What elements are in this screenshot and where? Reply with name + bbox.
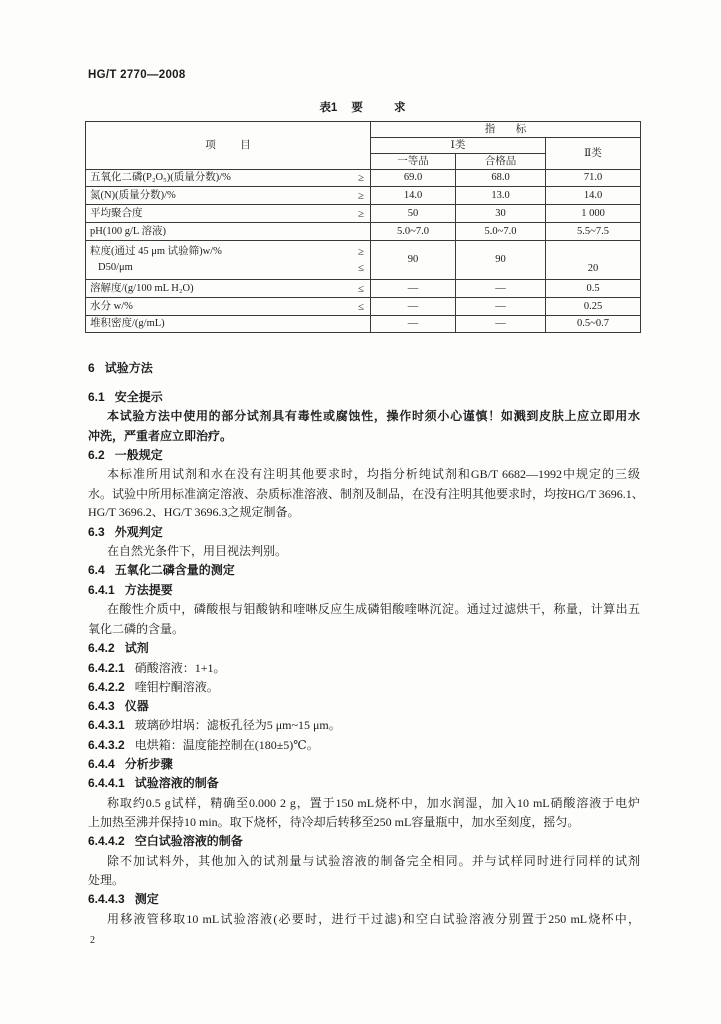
section-number: 6.4.4.2 xyxy=(88,834,125,848)
item-label: 溶解度/(g/100 mL H₂O) xyxy=(90,282,194,294)
table-row xyxy=(86,316,641,333)
section-number: 6.3 xyxy=(88,525,105,539)
value-first-grade: — xyxy=(371,298,456,316)
item-cell xyxy=(86,280,371,298)
value-first-grade: 50 xyxy=(371,205,456,223)
item-number: 6.4.3.2 xyxy=(88,738,125,752)
section-title: 试剂 xyxy=(124,641,149,655)
header-class-1: Ⅰ类 xyxy=(371,138,546,154)
value-class-2: 0.25 xyxy=(546,298,641,316)
section-title: 分析步骤 xyxy=(124,757,173,771)
section-number: 6.2 xyxy=(88,448,105,462)
paragraph-line: 上加热至沸并保持10 min。取下烧杯，待冷却后转移至250 mL容量瓶中，加水至刻度，摇匀。 xyxy=(88,815,580,829)
value-first-grade: 69.0 xyxy=(371,170,456,187)
standard-code: HG/T 2770—2008 xyxy=(88,69,186,81)
header-grade-qualified: 合格品 xyxy=(456,154,546,170)
section-6-4-2-heading xyxy=(88,640,149,656)
section-number: 6.4.3 xyxy=(88,699,115,713)
table-row xyxy=(86,241,641,280)
item-cell xyxy=(86,241,371,280)
value-class-2: 0.5~0.7 xyxy=(546,316,641,333)
section-6-4-4-3-heading xyxy=(88,891,159,907)
apparatus-item xyxy=(88,737,319,753)
section-6-4-heading xyxy=(88,562,235,578)
header-item: 项 目 xyxy=(86,122,371,170)
paragraph-line: 在自然光条件下，用目视法判别。 xyxy=(107,544,288,558)
item-label: 粒度(通过 45 μm 试验筛)w/% xyxy=(90,246,222,257)
table-header-row xyxy=(86,122,641,138)
reagent-item xyxy=(88,660,225,676)
item-label: pH(100 g/L 溶液) xyxy=(90,225,167,237)
section-number: 6.4.1 xyxy=(88,583,115,597)
value-first-grade: — xyxy=(371,316,456,333)
table-caption-title: 要 求 xyxy=(351,102,406,114)
paragraph-line: 水。试验中所用标准滴定溶液、杂质标准溶液、制剂及制品，在没有注明其他要求时，均按HG/T 3696.1、 xyxy=(88,487,644,501)
safety-text-line: 本试验方法中使用的部分试剂具有毒性或腐蚀性，操作时须小心谨慎！如溅到皮肤上应立即用水 xyxy=(107,409,640,423)
section-number: 6 xyxy=(88,361,95,375)
section-6-3-heading xyxy=(88,524,163,540)
value-qualified-grade: — xyxy=(456,298,546,316)
value-class-2: 1 000 xyxy=(546,205,641,223)
item-text: 喹钼柠酮溶液。 xyxy=(134,680,219,694)
section-6-4-3-heading xyxy=(88,698,149,714)
section-number: 6.4.4.3 xyxy=(88,892,125,906)
comparison-sign: ≥ xyxy=(357,207,364,220)
section-number: 6.4.4 xyxy=(88,757,115,771)
table-row xyxy=(86,280,641,298)
section-title: 仪器 xyxy=(124,699,149,713)
paragraph-line: 称取约0.5 g试样，精确至0.000 2 g，置于150 mL烧杯中，加水润湿，加入10 mL硝酸溶液于电炉 xyxy=(107,796,640,810)
item-label: 平均聚合度 xyxy=(90,207,143,219)
header-spec: 指 标 xyxy=(371,122,641,138)
value-qualified-grade: 68.0 xyxy=(456,170,546,187)
value-class-2: 20 xyxy=(546,241,641,280)
paragraph-line: 氧化二磷的含量。 xyxy=(88,622,185,636)
section-title: 试验溶液的制备 xyxy=(134,776,219,790)
item-text: 玻璃砂坩埚：滤板孔径为5 μm~15 μm。 xyxy=(134,718,341,732)
item-number: 6.4.2.2 xyxy=(88,680,125,694)
item-sublabel: D50/μm xyxy=(98,262,133,273)
value-qualified-grade: 90 xyxy=(456,241,546,280)
section-title: 方法提要 xyxy=(124,583,173,597)
section-number: 6.1 xyxy=(88,390,105,404)
table-row xyxy=(86,187,641,205)
section-title: 安全提示 xyxy=(114,390,163,404)
paragraph-line: 处理。 xyxy=(88,873,125,887)
value-class-2: 0.5 xyxy=(546,280,641,298)
header-grade-first: 一等品 xyxy=(371,154,456,170)
value-first-grade: 90 xyxy=(371,241,456,280)
item-cell xyxy=(86,298,371,316)
comparison-sign: ≥ xyxy=(357,246,364,258)
paragraph-line: 在酸性介质中，磷酸根与钼酸钠和喹啉反应生成磷钼酸喹啉沉淀。通过过滤烘干，称量，计算出五 xyxy=(107,602,640,616)
paragraph-line: HG/T 3696.2、HG/T 3696.3之规定制备。 xyxy=(88,505,300,519)
section-title: 空白试验溶液的制备 xyxy=(134,834,243,848)
section-number: 6.4.2 xyxy=(88,641,115,655)
item-cell xyxy=(86,223,371,241)
header-class-2: Ⅱ类 xyxy=(546,138,641,170)
comparison-sign: ≥ xyxy=(357,189,364,202)
paragraph-line: 除不加试料外，其他加入的试剂量与试验溶液的制备完全相同。并与试样同时进行同样的试剂 xyxy=(107,854,640,868)
table-caption-label: 表1 xyxy=(319,102,338,114)
comparison-sign: ≤ xyxy=(357,282,364,295)
value-qualified-grade: 5.0~7.0 xyxy=(456,223,546,241)
table-row xyxy=(86,298,641,316)
section-6-4-4-2-heading xyxy=(88,833,243,849)
item-text: 电烘箱：温度能控制在(180±5)℃。 xyxy=(134,738,319,752)
value-qualified-grade: — xyxy=(456,316,546,333)
table-row xyxy=(86,170,641,187)
item-label: 堆积密度/(g/mL) xyxy=(90,318,165,329)
safety-text-line: 冲洗，严重者应立即治疗。 xyxy=(88,429,233,443)
section-title: 五氧化二磷含量的测定 xyxy=(114,563,235,577)
comparison-sign: ≥ xyxy=(357,172,364,184)
section-6-4-1-heading xyxy=(88,582,173,598)
value-first-grade: — xyxy=(371,280,456,298)
item-text: 硝酸溶液：1+1。 xyxy=(134,661,226,675)
item-label: 水分 w/% xyxy=(90,300,133,312)
value-first-grade: 14.0 xyxy=(371,187,456,205)
paragraph-line: 用移液管移取10 mL试验溶液(必要时，进行干过滤)和空白试验溶液分别置于250 mL烧杯中， xyxy=(107,912,640,926)
item-label: 氮(N)(质量分数)/% xyxy=(90,189,176,201)
section-number: 6.4 xyxy=(88,563,105,577)
section-6-4-4-1-heading xyxy=(88,775,219,791)
paragraph-line: 本标准所用试剂和水在没有注明其他要求时，均指分析纯试剂和GB/T 6682—1992中规定的三级 xyxy=(107,467,640,481)
section-6-1-heading xyxy=(88,389,163,405)
item-cell xyxy=(86,170,371,187)
table-row xyxy=(86,205,641,223)
page-number: 2 xyxy=(90,935,95,946)
comparison-sign: ≤ xyxy=(357,300,364,313)
item-number: 6.4.3.1 xyxy=(88,718,125,732)
section-title: 试验方法 xyxy=(104,361,153,375)
section-number: 6.4.4.1 xyxy=(88,776,125,790)
value-qualified-grade: — xyxy=(456,280,546,298)
item-label: 五氧化二磷(P₂O₅)(质量分数)/% xyxy=(90,172,231,183)
value-class-2: 71.0 xyxy=(546,170,641,187)
comparison-sign: ≤ xyxy=(357,262,364,274)
value-qualified-grade: 30 xyxy=(456,205,546,223)
item-cell xyxy=(86,187,371,205)
section-6-heading xyxy=(88,360,153,376)
table-row xyxy=(86,223,641,241)
section-title: 测定 xyxy=(134,892,159,906)
reagent-item xyxy=(88,679,219,695)
item-cell xyxy=(86,205,371,223)
item-cell xyxy=(86,316,371,333)
table-caption xyxy=(85,100,640,116)
apparatus-item xyxy=(88,717,341,733)
value-class-2: 5.5~7.5 xyxy=(546,223,641,241)
value-first-grade: 5.0~7.0 xyxy=(371,223,456,241)
value-class-2: 14.0 xyxy=(546,187,641,205)
section-title: 一般规定 xyxy=(114,448,163,462)
requirements-table xyxy=(85,121,641,333)
section-title: 外观判定 xyxy=(114,525,163,539)
item-number: 6.4.2.1 xyxy=(88,661,125,675)
section-6-2-heading xyxy=(88,447,163,463)
value-qualified-grade: 13.0 xyxy=(456,187,546,205)
section-6-4-4-heading xyxy=(88,756,173,772)
